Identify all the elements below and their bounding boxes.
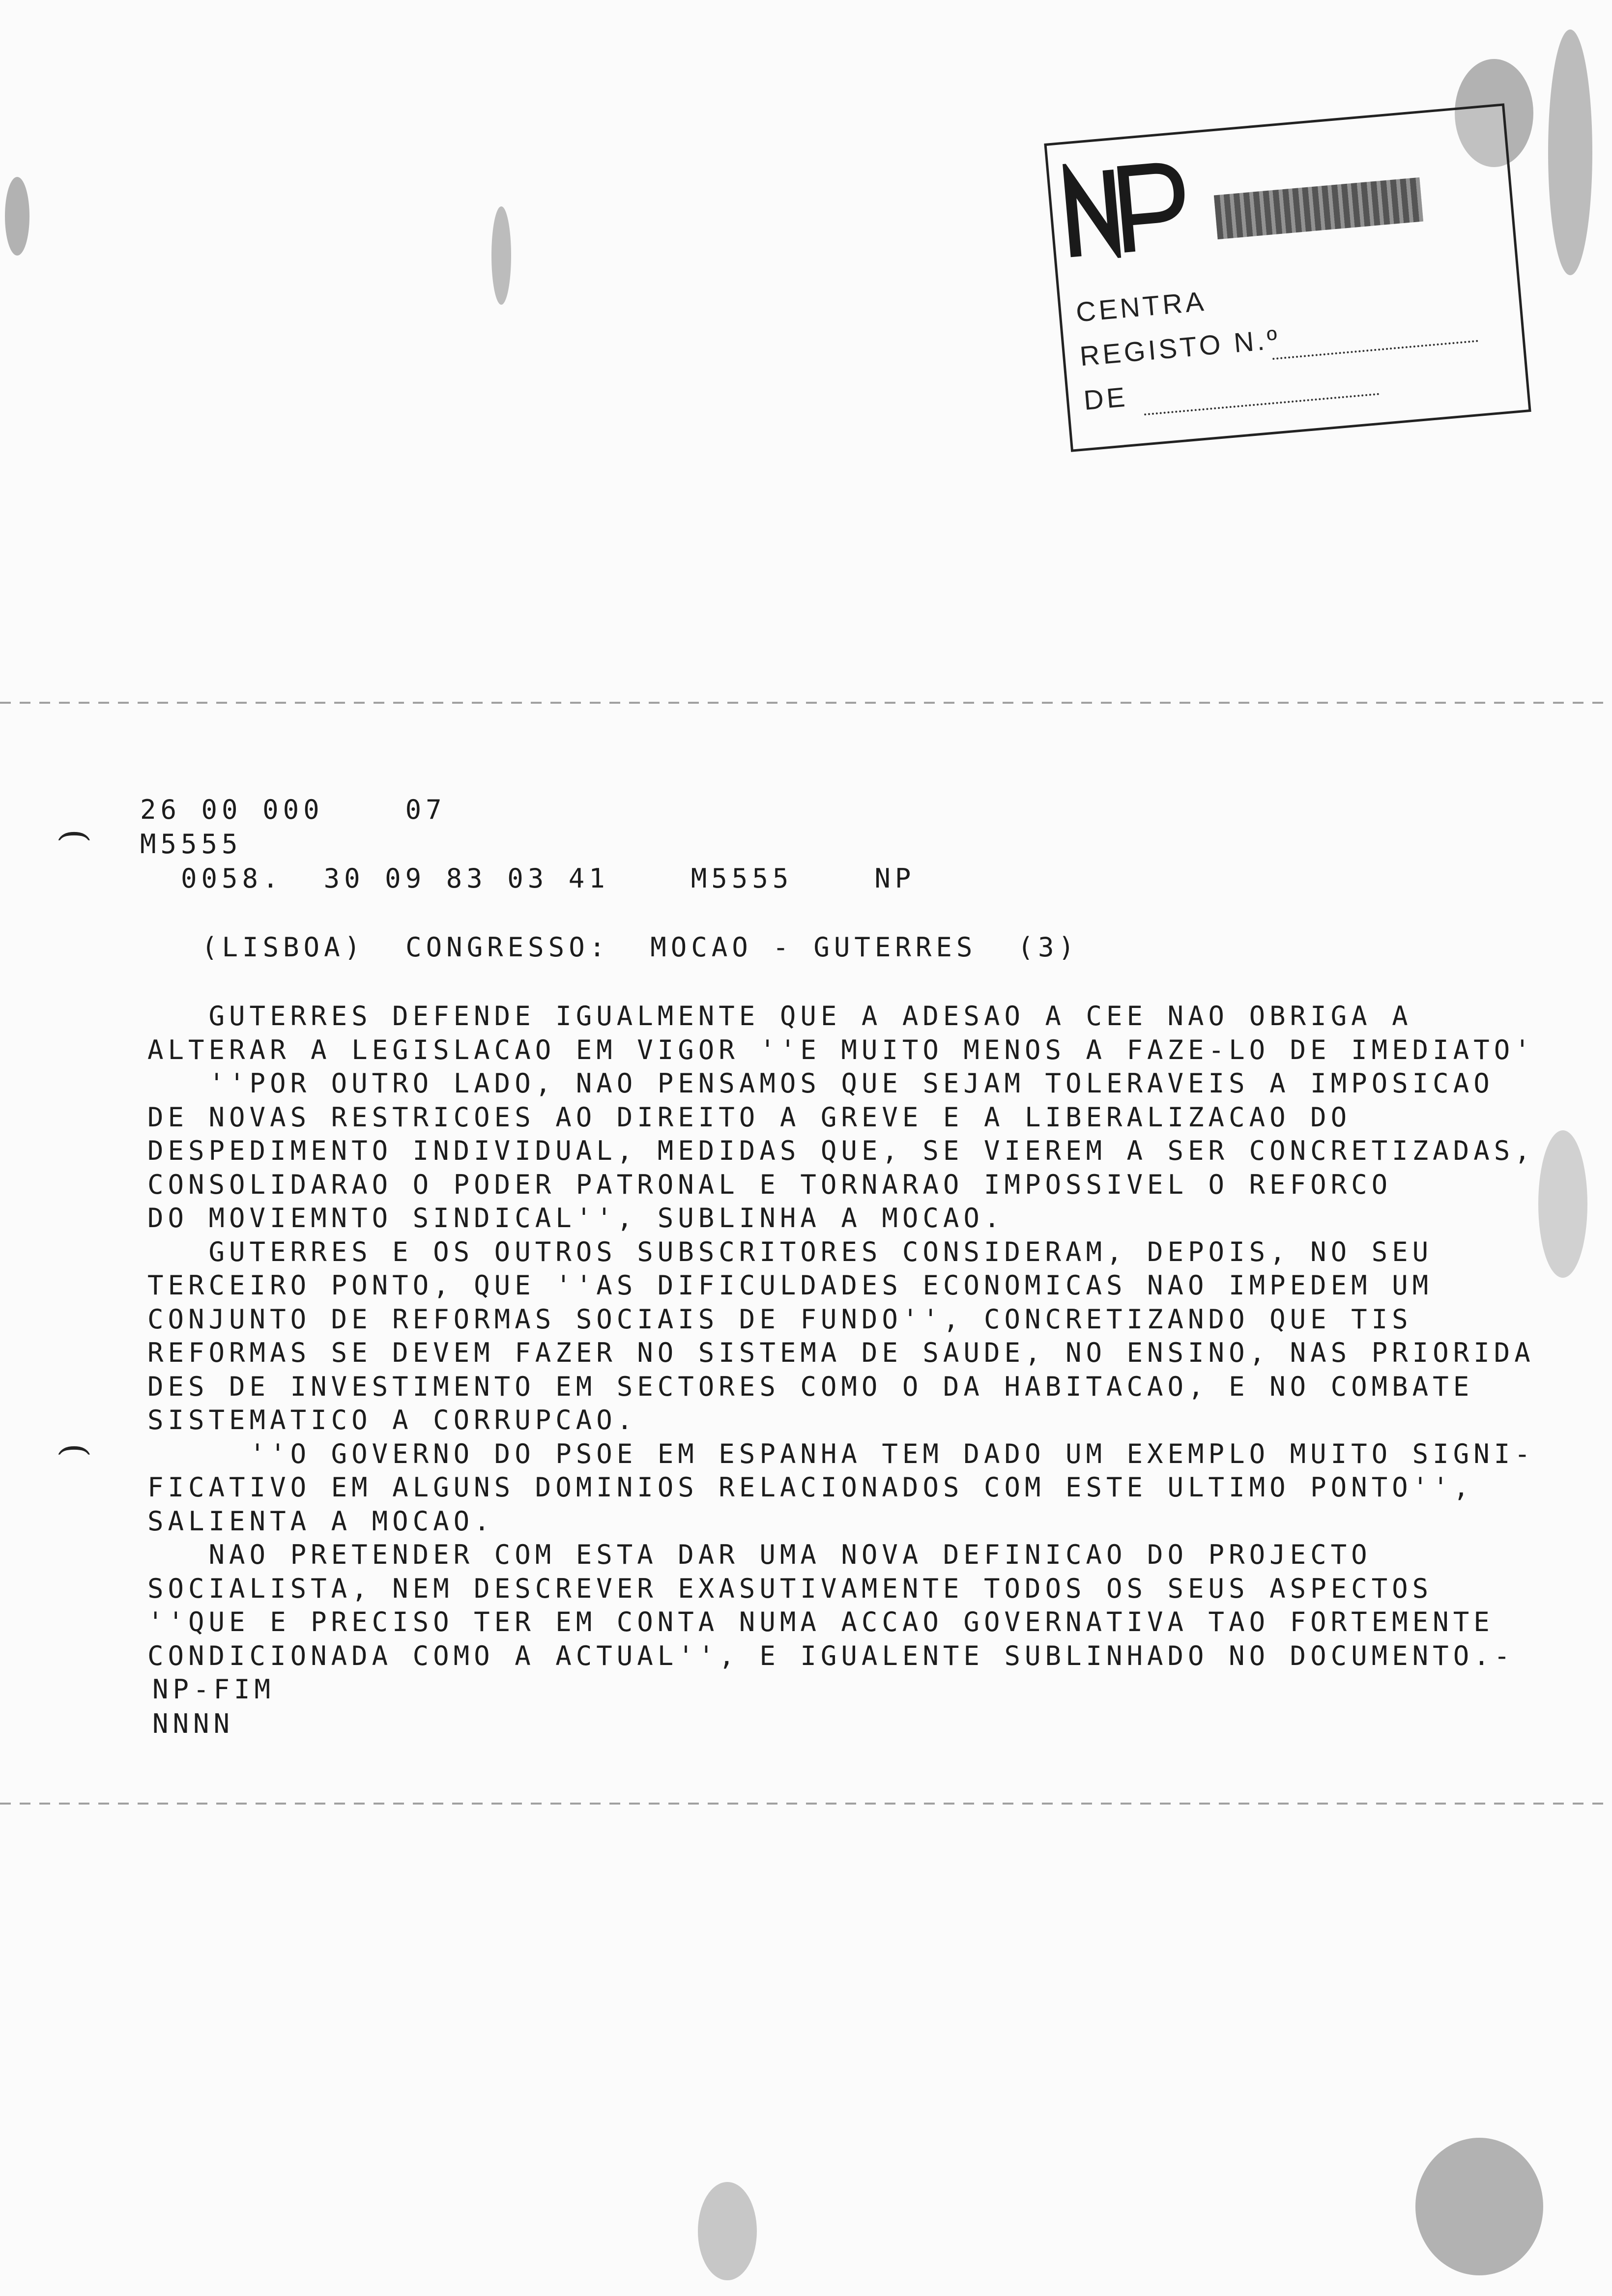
body-line: DES DE INVESTIMENTO EM SECTORES COMO O DA HABITACAO, E NO COMBATE <box>147 1371 1474 1402</box>
body-line: ''POR OUTRO LADO, NAO PENSAMOS QUE SEJAM TOLERAVEIS A IMPOSICAO <box>147 1068 1494 1099</box>
body-line: SISTEMATICO A CORRUPCAO. <box>147 1405 637 1435</box>
body-line: ''O GOVERNO DO PSOE EM ESPANHA TEM DADO UM EXEMPLO MUITO SIGNI- <box>147 1438 1535 1469</box>
body-line: ''QUE E PRECISO TER EM CONTA NUMA ACCAO GOVERNATIVA TAO FORTEMENTE <box>147 1607 1494 1637</box>
body-line: TERCEIRO PONTO, QUE ''AS DIFICULDADES ECONOMICAS NAO IMPEDEM UM <box>147 1270 1433 1301</box>
body-line: NAO PRETENDER COM ESTA DAR UMA NOVA DEFINICAO DO PROJECTO <box>147 1539 1372 1570</box>
fold-crease-bottom <box>0 1803 1612 1805</box>
body-line: FICATIVO EM ALGUNS DOMINIOS RELACIONADOS COM ESTE ULTIMO PONTO'', <box>147 1472 1474 1503</box>
scan-speckle <box>698 2182 757 2280</box>
margin-hole-mark: ( <box>55 1443 96 1457</box>
stamp-brand-block <box>1214 177 1423 239</box>
body-line: CONSOLIDARAO O PODER PATRONAL E TORNARAO IMPOSSIVEL O REFORCO <box>147 1169 1392 1200</box>
scan-speckle <box>1415 2138 1543 2275</box>
body-line: DO MOVIEMNTO SINDICAL'', SUBLINHA A MOCAO. <box>147 1203 1005 1234</box>
telex-header-line-1: 26 00 000 07 <box>140 794 446 825</box>
body-line: GUTERRES DEFENDE IGUALMENTE QUE A ADESAO A CEE NAO OBRIGA A <box>147 1001 1412 1032</box>
stamp-dotted-field <box>1144 393 1380 416</box>
scan-speckle <box>491 206 511 305</box>
stamp-line-registo: REGISTO N.º <box>1078 323 1282 372</box>
body-line: GUTERRES E OS OUTROS SUBSCRITORES CONSIDERAM, DEPOIS, NO SEU <box>147 1236 1433 1267</box>
scan-speckle <box>1538 1130 1587 1278</box>
registry-stamp <box>1044 103 1531 452</box>
body-line: DE NOVAS RESTRICOES AO DIREITO A GREVE E A LIBERALIZACAO DO <box>147 1101 1352 1133</box>
body-line: SALIENTA A MOCAO. <box>147 1505 494 1537</box>
stamp-line-de: DE <box>1082 381 1129 416</box>
stamp-line-centra: CENTRA <box>1074 285 1208 328</box>
body-line: CONJUNTO DE REFORMAS SOCIAIS DE FUNDO'', CONCRETIZANDO QUE TIS <box>147 1303 1412 1335</box>
margin-hole-mark: ( <box>55 829 96 843</box>
body-line: DESPEDIMENTO INDIVIDUAL, MEDIDAS QUE, SE VIEREM A SER CONCRETIZADAS, <box>147 1135 1535 1166</box>
body-line: REFORMAS SE DEVEM FAZER NO SISTEMA DE SAUDE, NO ENSINO, NAS PRIORIDA <box>147 1337 1535 1368</box>
np-logo-icon <box>1058 153 1194 262</box>
telex-header-line-2: M5555 <box>140 829 242 860</box>
body-line: ALTERAR A LEGISLACAO EM VIGOR ''E MUITO MENOS A FAZE-LO DE IMEDIATO' <box>147 1034 1535 1065</box>
telex-header-line-3: 0058. 30 09 83 03 41 M5555 NP <box>140 863 916 894</box>
body-line: CONDICIONADA COMO A ACTUAL'', E IGUALENTE SUBLINHADO NO DOCUMENTO.- <box>147 1640 1515 1671</box>
stamp-dotted-field <box>1272 340 1478 360</box>
fold-crease-top <box>0 702 1612 704</box>
body-line: SOCIALISTA, NEM DESCREVER EXASUTIVAMENTE TODOS OS SEUS ASPECTOS <box>147 1573 1433 1604</box>
scan-speckle <box>1548 29 1592 275</box>
dispatch-title: (LISBOA) CONGRESSO: MOCAO - GUTERRES (3) <box>202 932 1079 963</box>
scan-speckle <box>5 177 29 256</box>
end-mark: NP-FIM <box>152 1674 275 1705</box>
terminator: NNNN <box>152 1708 234 1739</box>
